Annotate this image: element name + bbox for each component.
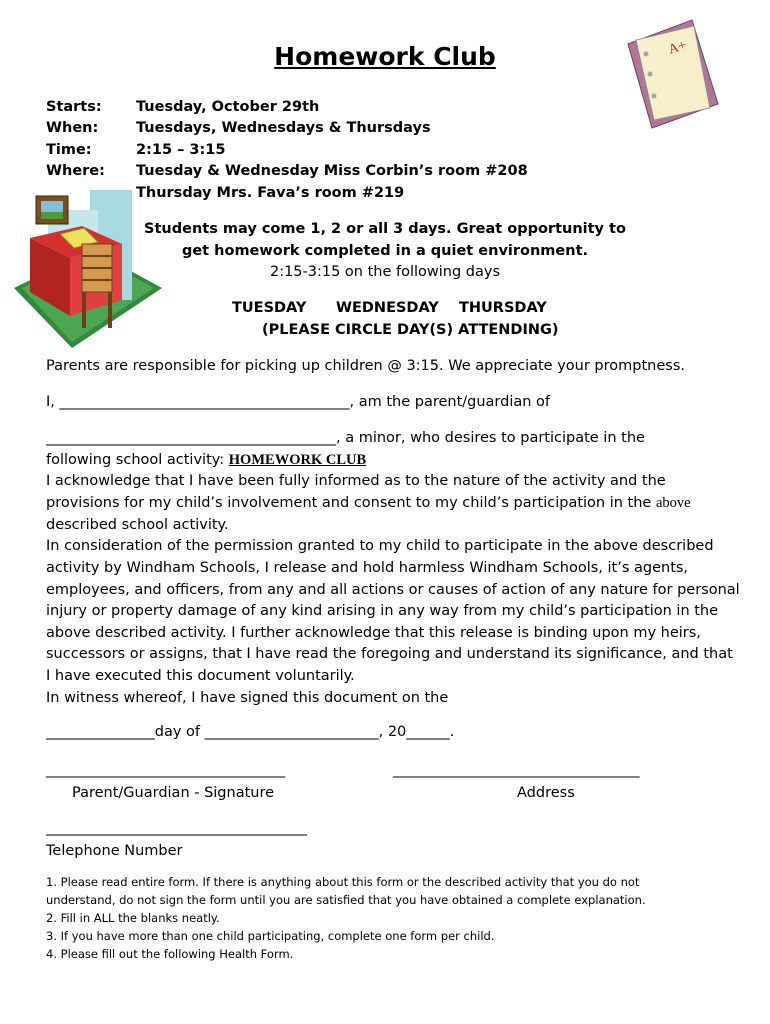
time-label: Time: [46,142,92,158]
activity-name: HOMEWORK CLUB [228,452,367,468]
consent-line-3 [46,450,366,472]
telephone-label: Telephone Number [46,843,183,859]
activity-prefix: following school activity: [46,452,229,468]
telephone-blank[interactable]: ____________________________________ [46,820,307,836]
graded-paper-clipart [622,16,722,136]
where-label: Where: [46,163,105,179]
day-thursday[interactable]: THURSDAY [459,300,547,316]
time-value: 2:15 – 3:15 [136,142,226,158]
date-line[interactable]: _______________day of ________________________, 20______. [46,724,455,740]
consent-line-12: successors or assigns, that I have read the foregoing and understand its significance, and that [46,646,733,662]
starts-label: Starts: [46,99,102,115]
intro-line-1: Students may come 1, 2 or all 3 days. Great opportunity to [144,221,626,237]
intro-line-3: 2:15-3:15 on the following days [269,264,501,280]
consent-line-8: activity by Windham Schools, I release and hold harmless Windham Schools, it’s agents, [46,560,689,576]
starts-value: Tuesday, October 29th [136,99,320,115]
consent-line-5-above: above [655,495,691,511]
consent-line-2[interactable]: ________________________________________, a minor, who desires to participate in the [46,430,645,446]
note-3: 3. If you have more than one child participating, complete one form per child. [46,929,495,943]
consent-line-13: I have executed this document voluntarily. [46,668,355,684]
day-wednesday[interactable]: WEDNESDAY [336,300,439,316]
signature-blank[interactable]: _________________________________ [46,762,286,778]
where-value-1: Tuesday & Wednesday Miss Corbin’s room #208 [136,163,528,179]
where-value-2: Thursday Mrs. Fava’s room #219 [136,185,405,201]
grade-text: A+ [666,37,689,58]
signature-label: Parent/Guardian - Signature [72,785,275,801]
consent-line-5-main: provisions for my child’s involvement and consent to my child’s participation in the [46,495,656,511]
consent-line-5 [46,493,691,515]
when-label: When: [46,120,99,136]
consent-line-10: injury or property damage of any kind arising in any way from my child’s participation in the [46,603,719,619]
intro-line-2: get homework completed in a quiet environment. [181,243,589,259]
note-1-cont: understand, do not sign the form until you are satisfied that you have obtained a complete explanation. [46,893,646,907]
address-blank[interactable]: __________________________________ [393,762,640,778]
note-4: 4. Please fill out the following Health Form. [46,947,294,961]
parents-responsibility: Parents are responsible for picking up children @ 3:15. We appreciate your promptness. [46,358,685,374]
consent-line-11: above described activity. I further acknowledge that this release is binding upon my heirs, [46,625,701,641]
day-tuesday[interactable]: TUESDAY [232,300,307,316]
consent-line-9: employees, and officers, from any and all actions or causes of action of any nature for personal [46,582,740,598]
consent-line-4: I acknowledge that I have been fully informed as to the nature of the activity and the [46,473,666,489]
page-title: Homework Club [274,42,496,71]
consent-line-14: In witness whereof, I have signed this document on the [46,690,449,706]
when-value: Tuesdays, Wednesdays & Thursdays [136,120,431,136]
consent-line-6: described school activity. [46,517,229,533]
consent-line-1[interactable]: I, ________________________________________, am the parent/guardian of [46,394,551,410]
note-2: 2. Fill in ALL the blanks neatly. [46,911,220,925]
address-label: Address [517,785,575,801]
note-1: 1. Please read entire form. If there is anything about this form or the described activity that you do not [46,875,640,889]
consent-line-7: In consideration of the permission granted to my child to participate in the above described [46,538,714,554]
days-instruction: (PLEASE CIRCLE DAY(S) ATTENDING) [262,322,559,338]
